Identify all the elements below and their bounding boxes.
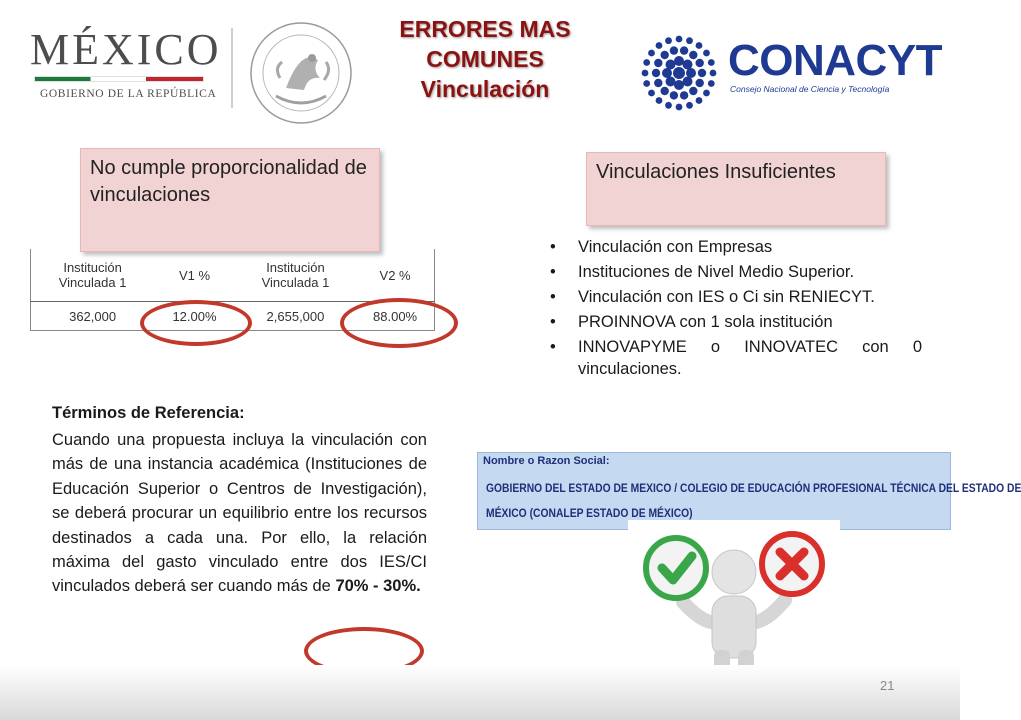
list-item	[550, 311, 922, 333]
terms-title: Términos de Referencia:	[52, 404, 245, 422]
bullet-icon: •	[550, 288, 556, 306]
bullet-icon: •	[550, 313, 556, 331]
mexico-government-logo	[30, 25, 222, 108]
check-icon	[646, 538, 706, 598]
terms-paragraph	[52, 428, 427, 599]
table-cell: 362,000	[31, 302, 155, 331]
table-header-cell: V1 %	[154, 249, 235, 302]
form-field-value-line-1: GOBIERNO DEL ESTADO DE MEXICO / COLEGIO DE EDUCACIÓN PROFESIONAL TÉCNICA DEL ESTADO DE	[486, 481, 1021, 495]
conacyt-logo	[636, 30, 943, 120]
highlight-circle-v2	[340, 298, 458, 348]
list-item-text: Instituciones de Nivel Medio Superior.	[578, 263, 855, 281]
table-cell: 2,655,000	[235, 302, 356, 331]
callout-insufficient-links: Vinculaciones Insuficientes	[586, 152, 886, 226]
person-figure-icon	[628, 520, 840, 688]
table-header-cell: Institución Vinculada 1	[31, 249, 155, 302]
slide-title-line-3: Vinculación	[420, 76, 550, 102]
logo-separator	[231, 28, 233, 108]
table-header-cell: V2 %	[356, 249, 434, 302]
list-item-text: PROINNOVA con 1 sola institución	[578, 313, 833, 331]
terms-ratio-emphasis: 70% - 30%.	[335, 577, 421, 596]
list-item	[550, 261, 922, 283]
mexico-logo-subtitle: GOBIERNO DE LA REPÚBLICA	[40, 88, 217, 100]
list-item-text: Vinculación con Empresas	[578, 238, 773, 256]
bullet-icon: •	[550, 263, 556, 281]
company-name-form-snippet	[477, 452, 1021, 530]
form-field-value-line-2: MÉXICO (CONALEP ESTADO DE MÉXICO)	[486, 506, 693, 520]
page-number: 21	[880, 678, 895, 693]
cross-icon	[762, 534, 822, 594]
conacyt-logo-word: CONACYT	[728, 36, 943, 85]
slide-title-line-2: COMUNES	[426, 46, 544, 72]
highlight-circle-v1	[140, 300, 252, 346]
list-item	[550, 336, 922, 380]
slide-footer	[0, 665, 960, 720]
bullet-icon: •	[550, 338, 556, 356]
conacyt-logo-subtitle: Consejo Nacional de Ciencia y Tecnología	[730, 84, 890, 94]
mexico-seal-icon	[246, 18, 356, 128]
slide-title	[380, 14, 590, 104]
insufficient-links-list	[550, 236, 922, 383]
bullet-icon: •	[550, 238, 556, 256]
table-cell: 12.00%	[154, 302, 235, 331]
table-header-row	[31, 249, 435, 302]
mexico-logo-word: MÉXICO	[30, 25, 222, 74]
slide-title-line-1: ERRORES MAS	[399, 16, 571, 42]
conacyt-dots-icon	[636, 30, 722, 116]
list-item-text: INNOVAPYME o INNOVATEC con 0 vinculaciones.	[578, 338, 922, 378]
terms-body-text: Cuando una propuesta incluya la vinculación con más de una instancia académica (Instituciones de Educación Superior o Centros de Investigación), se deberá procurar un equilibrio entre los recursos destinados a cada una. Por ello, la relación máxima del gasto vinculado entre dos IES/CI vinculados deberá ser cuando más de	[52, 431, 427, 596]
mexico-logo-stripe	[34, 76, 204, 82]
form-field-label: Nombre o Razon Social:	[483, 455, 610, 467]
table-cell: 88.00%	[356, 302, 434, 331]
table-header-cell: Institución Vinculada 1	[235, 249, 356, 302]
list-item	[550, 286, 922, 308]
list-item	[550, 236, 922, 258]
callout-proportionality: No cumple proporcionalidad de vinculaciones	[80, 148, 380, 252]
list-item-text: Vinculación con IES o Ci sin RENIECYT.	[578, 288, 875, 306]
